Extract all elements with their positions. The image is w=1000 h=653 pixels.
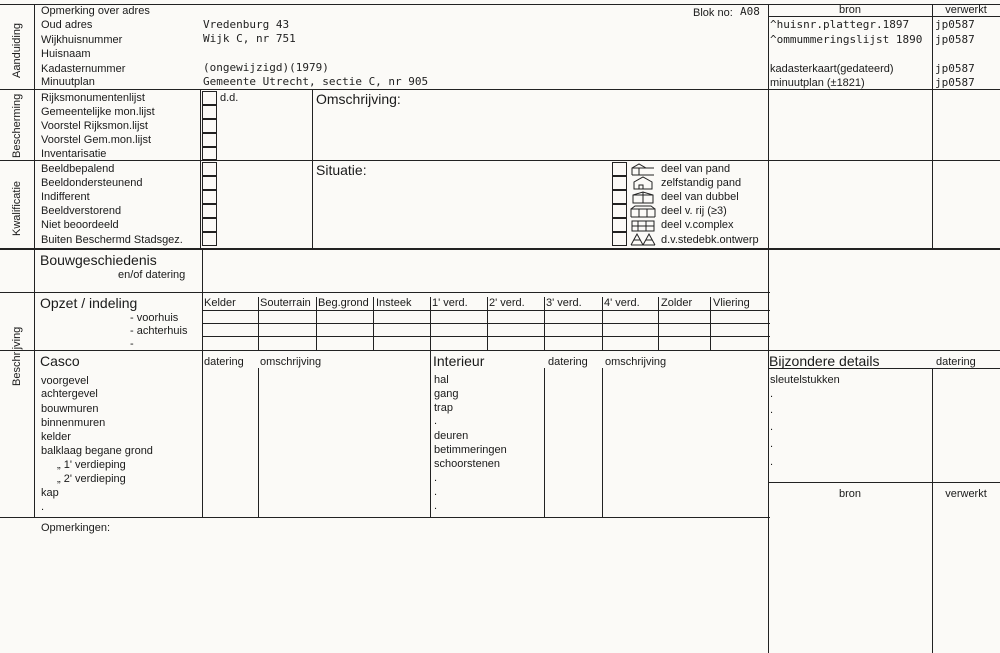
section-label-aanduiding: Aanduiding [11, 22, 23, 78]
bron-header-top: bron [838, 4, 862, 16]
value-oud-adres: Vredenburg 43 [203, 18, 290, 31]
casco-item: balklaag begane grond [41, 445, 153, 457]
opzet-row-extra: - [130, 338, 134, 350]
checkbox-voorstel-rijksmon[interactable] [202, 119, 217, 133]
casco-item: . [41, 501, 45, 513]
bron-item: ^ommummeringslijst 1890 [770, 33, 923, 46]
floor-souterrain: Souterrain [260, 297, 311, 309]
floor-4-verd: 4' verd. [604, 297, 640, 309]
checkbox-niet-beoordeeld[interactable] [202, 218, 217, 232]
label-opmerking-adres: Opmerking over adres [41, 5, 150, 17]
blok-value: A08 [740, 5, 760, 18]
interieur-item: schoorstenen [434, 458, 501, 470]
bijzondere-item: sleutelstukken [770, 374, 840, 386]
floor-beg-grond: Beg.grond [318, 297, 369, 309]
casco-omschrijving-header: omschrijving [260, 356, 322, 368]
casco-title: Casco [40, 353, 80, 369]
checkbox-deel-van-dubbel[interactable] [612, 190, 627, 204]
checkbox-deel-v-complex[interactable] [612, 218, 627, 232]
opzet-row-achterhuis: - achterhuis [130, 325, 188, 337]
label-kadasternummer: Kadasternummer [41, 63, 126, 75]
detached-house-icon [630, 176, 656, 190]
label-beeldondersteunend: Beeldondersteunend [41, 177, 143, 189]
opmerkingen-label: Opmerkingen: [41, 522, 111, 534]
label-oud-adres: Oud adres [41, 19, 93, 31]
bijzondere-item: . [770, 438, 774, 450]
bron-item: minuutplan (±1821) [770, 77, 865, 89]
dd-label: d.d. [220, 92, 239, 104]
bijzondere-item: . [770, 456, 774, 468]
interieur-item: . [434, 472, 438, 484]
interieur-item: deuren [434, 430, 469, 442]
bijzondere-item: . [770, 421, 774, 433]
section-label-bescherming: Bescherming [11, 93, 23, 158]
value-minuutplan: Gemeente Utrecht, sectie C, nr 905 [203, 75, 429, 88]
interieur-item: . [434, 415, 438, 427]
verwerkt-item: jp0587 [935, 33, 975, 46]
checkbox-deel-v-rij[interactable] [612, 204, 627, 218]
verwerkt-item: jp0587 [935, 18, 975, 31]
pand-type-label: zelfstandig pand [661, 177, 742, 189]
casco-item: „ 2' verdieping [57, 473, 126, 485]
bron-item: kadasterkaart(gedateerd) [770, 63, 894, 75]
interieur-item: trap [434, 402, 453, 414]
complex-building-icon [630, 218, 656, 232]
interieur-omschrijving-header: omschrijving [605, 356, 667, 368]
checkbox-beeldbepalend[interactable] [202, 162, 217, 176]
bijzondere-item: . [770, 388, 774, 400]
checkbox-buiten-beschermd[interactable] [202, 232, 217, 246]
checkbox-gemeentelijke-mon-lijst[interactable] [202, 105, 217, 119]
casco-item: achtergevel [41, 388, 98, 400]
section-label-kwalificatie: Kwalificatie [11, 180, 23, 236]
label-rijksmonumentenlijst: Rijksmonumentenlijst [41, 92, 145, 104]
floor-2-verd: 2' verd. [489, 297, 525, 309]
opzet-title: Opzet / indeling [40, 295, 138, 311]
interieur-item: . [434, 500, 438, 512]
pand-type-label: d.v.stedebk.ontwerp [661, 234, 759, 246]
casco-item: binnenmuren [41, 417, 106, 429]
section-label-beschrijving: Beschrijving [11, 326, 23, 386]
checkbox-indifferent[interactable] [202, 190, 217, 204]
casco-item: kelder [41, 431, 71, 443]
interieur-item: betimmeringen [434, 444, 507, 456]
bijzondere-datering-header: datering [936, 356, 976, 368]
opzet-row-voorhuis: - voorhuis [130, 312, 179, 324]
casco-item: bouwmuren [41, 403, 99, 415]
bijzondere-details-title: Bijzondere details [769, 353, 880, 369]
label-wijkhuisnummer: Wijkhuisnummer [41, 34, 123, 46]
bouwgeschiedenis-title: Bouwgeschiedenis [40, 252, 157, 268]
blok-label: Blok no: [693, 7, 733, 19]
verwerkt-item: jp0587 [935, 76, 975, 89]
casco-item: kap [41, 487, 59, 499]
pand-type-label: deel van dubbel [661, 191, 739, 203]
checkbox-zelfstandig-pand[interactable] [612, 176, 627, 190]
value-kadasternummer: (ongewijzigd)(1979) [203, 61, 329, 74]
checkbox-inventarisatie[interactable] [202, 147, 217, 160]
interieur-item: . [434, 486, 438, 498]
interieur-item: gang [434, 388, 459, 400]
casco-item: voorgevel [41, 375, 89, 387]
bron-item: ^huisnr.plattegr.1897 [770, 18, 910, 31]
floor-1-verd: 1' verd. [432, 297, 468, 309]
verwerkt-header-top: verwerkt [945, 4, 987, 16]
situatie-label: Situatie: [316, 162, 367, 178]
floor-zolder: Zolder [661, 297, 693, 309]
interieur-title: Interieur [433, 353, 485, 369]
interieur-item: hal [434, 374, 449, 386]
checkbox-rijksmonumentenlijst[interactable] [202, 91, 217, 105]
label-inventarisatie: Inventarisatie [41, 148, 107, 160]
floor-kelder: Kelder [204, 297, 236, 309]
interieur-datering-header: datering [548, 356, 588, 368]
checkbox-deel-van-pand[interactable] [612, 162, 627, 176]
bouwgeschiedenis-subtitle: en/of datering [118, 269, 186, 281]
bron-header-bottom: bron [838, 488, 862, 500]
checkbox-beeldondersteunend[interactable] [202, 176, 217, 190]
label-gemeentelijke-mon-lijst: Gemeentelijke mon.lijst [41, 106, 155, 118]
checkbox-voorstel-gem-mon[interactable] [202, 133, 217, 147]
floor-vliering: Vliering [713, 297, 750, 309]
pand-type-label: deel van pand [661, 163, 731, 175]
row-house-icon [630, 204, 656, 218]
label-voorstel-gem-mon: Voorstel Gem.mon.lijst [41, 134, 152, 146]
label-voorstel-rijksmon: Voorstel Rijksmon.lijst [41, 120, 148, 132]
label-huisnaam: Huisnaam [41, 48, 91, 60]
verwerkt-header-bottom: verwerkt [945, 488, 987, 500]
floor-3-verd: 3' verd. [546, 297, 582, 309]
label-minuutplan: Minuutplan [41, 76, 95, 88]
checkbox-beeldverstorend[interactable] [202, 204, 217, 218]
label-buiten-beschermd: Buiten Beschermd Stadsgez. [41, 234, 183, 246]
label-beeldbepalend: Beeldbepalend [41, 163, 115, 175]
verwerkt-item: jp0587 [935, 62, 975, 75]
label-niet-beoordeeld: Niet beoordeeld [41, 219, 119, 231]
pand-type-label: deel v. rij (≥3) [661, 205, 727, 217]
value-wijkhuisnummer: Wijk C, nr 751 [203, 32, 296, 45]
urban-design-icon [630, 232, 656, 246]
bijzondere-item: . [770, 404, 774, 416]
label-beeldverstorend: Beeldverstorend [41, 205, 122, 217]
checkbox-stedebk-ontwerp[interactable] [612, 232, 627, 246]
casco-item: „ 1' verdieping [57, 459, 126, 471]
omschrijving-label: Omschrijving: [316, 91, 401, 107]
casco-datering-header: datering [204, 356, 244, 368]
semi-detached-house-icon [630, 190, 656, 204]
floor-insteek: Insteek [376, 297, 412, 309]
part-of-house-icon [630, 162, 656, 176]
label-indifferent: Indifferent [41, 191, 90, 203]
pand-type-label: deel v.complex [661, 219, 734, 231]
